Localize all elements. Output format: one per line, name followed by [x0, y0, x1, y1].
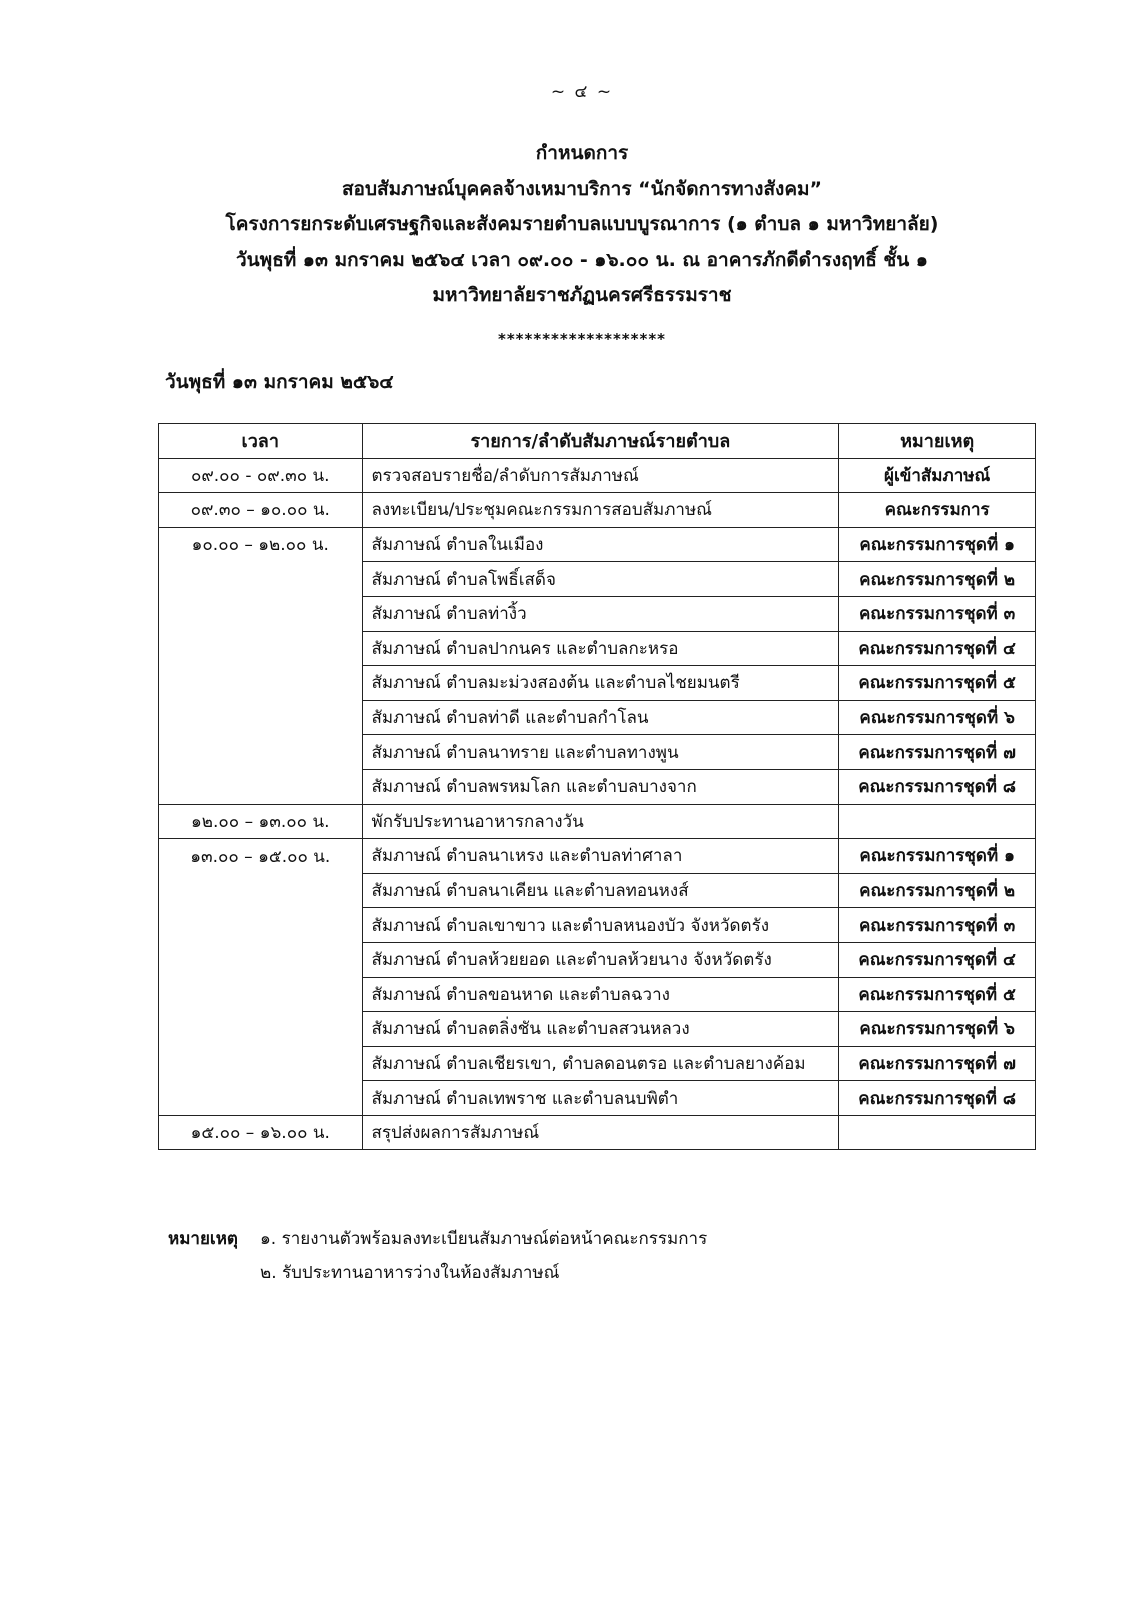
- table-row: [159, 562, 1036, 597]
- item-cell: สัมภาษณ์ ตำบลพรหมโลก และตำบลบางจาก: [362, 769, 839, 804]
- remarks: [168, 1222, 707, 1290]
- remarks-label: หมายเหตุ: [168, 1229, 238, 1249]
- separator: *******************: [497, 330, 667, 348]
- note-cell: [839, 804, 1036, 839]
- item-cell: สัมภาษณ์ ตำบลนาทราย และตำบลทางพูน: [362, 735, 839, 770]
- remark-1-text: ๑. รายงานตัวพร้อมลงทะเบียนสัมภาษณ์ต่อหน้าคณะกรรมการ: [260, 1229, 708, 1249]
- time-cell: [159, 1012, 363, 1047]
- note-cell: คณะกรรมการชุดที่ ๕: [839, 977, 1036, 1012]
- heading-date-venue: วันพุธที่ ๑๓ มกราคม ๒๕๖๔ เวลา ๐๙.๐๐ - ๑๖.๐๐ น. ณ อาคารภักดีดำรงฤทธิ์ ชั้น ๑: [236, 248, 928, 271]
- item-cell: สัมภาษณ์ ตำบลนาเคียน และตำบลทอนหงส์: [362, 873, 839, 908]
- time-cell: ๐๙.๐๐ - ๐๙.๓๐ น.: [159, 458, 363, 493]
- table-row: [159, 735, 1036, 770]
- remark-1: [168, 1222, 707, 1256]
- heading-university: มหาวิทยาลัยราชภัฏนครศรีธรรมราช: [432, 284, 732, 306]
- table-row: [159, 700, 1036, 735]
- note-cell: คณะกรรมการชุดที่ ๖: [839, 700, 1036, 735]
- time-cell: ๑๓.๐๐ – ๑๕.๐๐ น.: [159, 839, 363, 874]
- schedule-date: วันพุธที่ ๑๓ มกราคม ๒๕๖๔: [165, 371, 394, 393]
- table-row: [159, 493, 1036, 528]
- note-cell: คณะกรรมการ: [839, 493, 1036, 528]
- table-row: [159, 1012, 1036, 1047]
- item-cell: ลงทะเบียน/ประชุมคณะกรรมการสอบสัมภาษณ์: [362, 493, 839, 528]
- schedule-body: [159, 458, 1036, 1150]
- time-cell: [159, 700, 363, 735]
- time-cell: [159, 631, 363, 666]
- table-row: [159, 1081, 1036, 1116]
- time-cell: [159, 908, 363, 943]
- note-cell: คณะกรรมการชุดที่ ๘: [839, 769, 1036, 804]
- header-time: เวลา: [159, 424, 363, 459]
- table-row: [159, 769, 1036, 804]
- schedule-table: [158, 423, 1036, 1150]
- table-row: [159, 527, 1036, 562]
- time-cell: [159, 596, 363, 631]
- table-row: [159, 666, 1036, 701]
- table-row: [159, 908, 1036, 943]
- note-cell: คณะกรรมการชุดที่ ๒: [839, 873, 1036, 908]
- table-row: [159, 873, 1036, 908]
- item-cell: สัมภาษณ์ ตำบลมะม่วงสองต้น และตำบลไชยมนตรี: [362, 666, 839, 701]
- header-note: หมายเหตุ: [839, 424, 1036, 459]
- item-cell: สัมภาษณ์ ตำบลตลิ่งชัน และตำบลสวนหลวง: [362, 1012, 839, 1047]
- time-cell: [159, 562, 363, 597]
- page-number: ~ ๔ ~: [550, 82, 614, 102]
- table-row: [159, 458, 1036, 493]
- note-cell: คณะกรรมการชุดที่ ๗: [839, 1046, 1036, 1081]
- item-cell: สัมภาษณ์ ตำบลห้วยยอด และตำบลห้วยนาง จังหวัดตรัง: [362, 942, 839, 977]
- note-cell: คณะกรรมการชุดที่ ๓: [839, 596, 1036, 631]
- table-row: [159, 596, 1036, 631]
- remark-2: [168, 1256, 707, 1290]
- time-cell: ๐๙.๓๐ – ๑๐.๐๐ น.: [159, 493, 363, 528]
- item-cell: สัมภาษณ์ ตำบลในเมือง: [362, 527, 839, 562]
- item-cell: สัมภาษณ์ ตำบลโพธิ์เสด็จ: [362, 562, 839, 597]
- item-cell: สัมภาษณ์ ตำบลขอนหาด และตำบลฉวาง: [362, 977, 839, 1012]
- item-cell: สัมภาษณ์ ตำบลเชียรเขา, ตำบลดอนตรอ และตำบลยางค้อม: [362, 1046, 839, 1081]
- heading-title: กำหนดการ: [535, 142, 629, 164]
- time-cell: [159, 1081, 363, 1116]
- time-cell: [159, 873, 363, 908]
- time-cell: [159, 942, 363, 977]
- time-cell: ๑๒.๐๐ – ๑๓.๐๐ น.: [159, 804, 363, 839]
- note-cell: คณะกรรมการชุดที่ ๕: [839, 666, 1036, 701]
- note-cell: คณะกรรมการชุดที่ ๓: [839, 908, 1036, 943]
- item-cell: สัมภาษณ์ ตำบลเขาขาว และตำบลหนองบัว จังหวัดตรัง: [362, 908, 839, 943]
- item-cell: สรุปส่งผลการสัมภาษณ์: [362, 1115, 839, 1150]
- table-row: [159, 1115, 1036, 1150]
- time-cell: ๑๐.๐๐ – ๑๒.๐๐ น.: [159, 527, 363, 562]
- item-cell: สัมภาษณ์ ตำบลปากนคร และตำบลกะหรอ: [362, 631, 839, 666]
- note-cell: [839, 1115, 1036, 1150]
- time-cell: [159, 666, 363, 701]
- table-row: [159, 839, 1036, 874]
- table-row: [159, 942, 1036, 977]
- note-cell: คณะกรรมการชุดที่ ๖: [839, 1012, 1036, 1047]
- item-cell: สัมภาษณ์ ตำบลท่าดี และตำบลกำโลน: [362, 700, 839, 735]
- header-item: รายการ/ลำดับสัมภาษณ์รายตำบล: [362, 424, 839, 459]
- note-cell: คณะกรรมการชุดที่ ๑: [839, 839, 1036, 874]
- table-row: [159, 1046, 1036, 1081]
- item-cell: พักรับประทานอาหารกลางวัน: [362, 804, 839, 839]
- table-row: [159, 977, 1036, 1012]
- time-cell: [159, 1046, 363, 1081]
- time-cell: [159, 735, 363, 770]
- heading-subject: สอบสัมภาษณ์บุคคลจ้างเหมาบริการ “นักจัดการทางสังคม”: [341, 177, 823, 200]
- time-cell: [159, 977, 363, 1012]
- heading-project: โครงการยกระดับเศรษฐกิจและสังคมรายตำบลแบบบูรณาการ (๑ ตำบล ๑ มหาวิทยาลัย): [225, 213, 939, 235]
- note-cell: คณะกรรมการชุดที่ ๘: [839, 1081, 1036, 1116]
- remark-2-text: ๒. รับประทานอาหารว่างในห้องสัมภาษณ์: [260, 1263, 560, 1283]
- table-row: [159, 804, 1036, 839]
- item-cell: สัมภาษณ์ ตำบลท่างิ้ว: [362, 596, 839, 631]
- document-heading: [0, 136, 1132, 314]
- note-cell: ผู้เข้าสัมภาษณ์: [839, 458, 1036, 493]
- table-row: [159, 631, 1036, 666]
- item-cell: สัมภาษณ์ ตำบลนาเหรง และตำบลท่าศาลา: [362, 839, 839, 874]
- item-cell: ตรวจสอบรายชื่อ/ลำดับการสัมภาษณ์: [362, 458, 839, 493]
- note-cell: คณะกรรมการชุดที่ ๔: [839, 942, 1036, 977]
- note-cell: คณะกรรมการชุดที่ ๑: [839, 527, 1036, 562]
- note-cell: คณะกรรมการชุดที่ ๒: [839, 562, 1036, 597]
- table-header-row: [159, 424, 1036, 459]
- item-cell: สัมภาษณ์ ตำบลเทพราช และตำบลนบพิตำ: [362, 1081, 839, 1116]
- time-cell: ๑๕.๐๐ – ๑๖.๐๐ น.: [159, 1115, 363, 1150]
- note-cell: คณะกรรมการชุดที่ ๗: [839, 735, 1036, 770]
- time-cell: [159, 769, 363, 804]
- note-cell: คณะกรรมการชุดที่ ๔: [839, 631, 1036, 666]
